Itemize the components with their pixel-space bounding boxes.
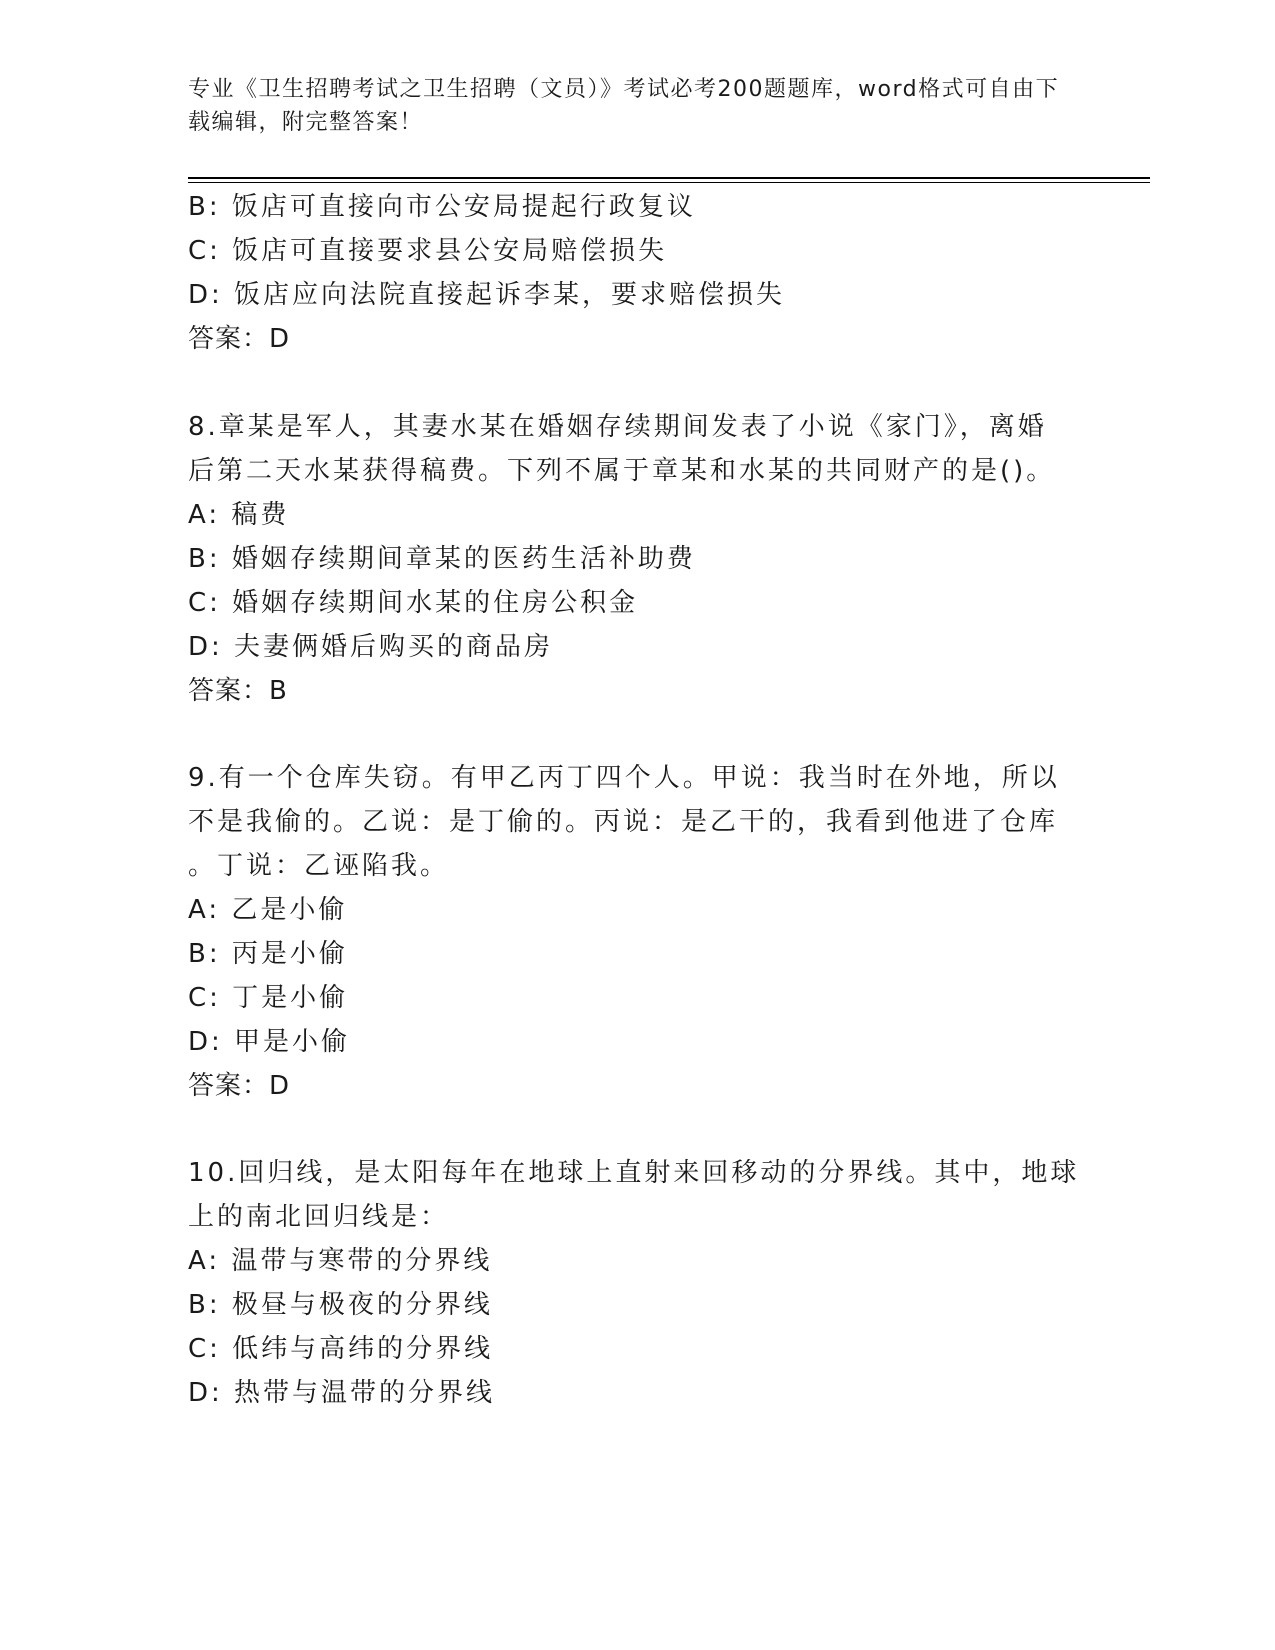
q8-option-b: B: 婚姻存续期间章某的医药生活补助费	[188, 544, 696, 574]
q10-option-a: A: 温带与寒带的分界线	[188, 1246, 493, 1276]
q8-option-a: A: 稿费	[188, 500, 290, 530]
q9-answer: 答案：D	[188, 1071, 291, 1101]
q7-option-b: B: 饭店可直接向市公安局提起行政复议	[188, 192, 696, 222]
q10-option-c: C: 低纬与高纬的分界线	[188, 1334, 494, 1364]
q8-answer: 答案：B	[188, 676, 288, 706]
q10-option-b: B: 极昼与极夜的分界线	[188, 1290, 493, 1320]
q9-stem-line-3: 。丁说：乙诬陷我。	[188, 851, 450, 881]
header-divider-thin	[188, 182, 1150, 183]
q8-option-c: C: 婚姻存续期间水某的住房公积金	[188, 588, 639, 618]
q8-stem-line-2: 后第二天水某获得稿费。下列不属于章某和水某的共同财产的是()。	[188, 456, 1056, 486]
q9-option-d: D: 甲是小偷	[188, 1027, 351, 1057]
q7-answer: 答案：D	[188, 324, 291, 354]
q7-option-d: D: 饭店应向法院直接起诉李某，要求赔偿损失	[188, 280, 786, 310]
q8-stem-line-1: 8.章某是军人，其妻水某在婚姻存续期间发表了小说《家门》，离婚	[188, 412, 1047, 442]
header-divider	[188, 177, 1150, 179]
q10-option-d: D: 热带与温带的分界线	[188, 1378, 496, 1408]
document-header: 专业《卫生招聘考试之卫生招聘（文员）》考试必考200题题库，word格式可自由下载编辑，附完整答案！	[188, 77, 1060, 135]
q9-option-c: C: 丁是小偷	[188, 983, 349, 1013]
q7-option-c: C: 饭店可直接要求县公安局赔偿损失	[188, 236, 668, 266]
q9-option-b: B: 丙是小偷	[188, 939, 348, 969]
q9-stem-line-2: 不是我偷的。乙说：是丁偷的。丙说：是乙干的，我看到他进了仓库	[188, 807, 1059, 837]
q9-stem-line-1: 9.有一个仓库失窃。有甲乙丙丁四个人。甲说：我当时在外地，所以	[188, 763, 1060, 793]
q10-stem-line-2: 上的南北回归线是：	[188, 1202, 450, 1232]
q10-stem-line-1: 10.回归线，是太阳每年在地球上直射来回移动的分界线。其中，地球	[188, 1158, 1080, 1188]
q8-option-d: D: 夫妻俩婚后购买的商品房	[188, 632, 554, 662]
q9-option-a: A: 乙是小偷	[188, 895, 348, 925]
